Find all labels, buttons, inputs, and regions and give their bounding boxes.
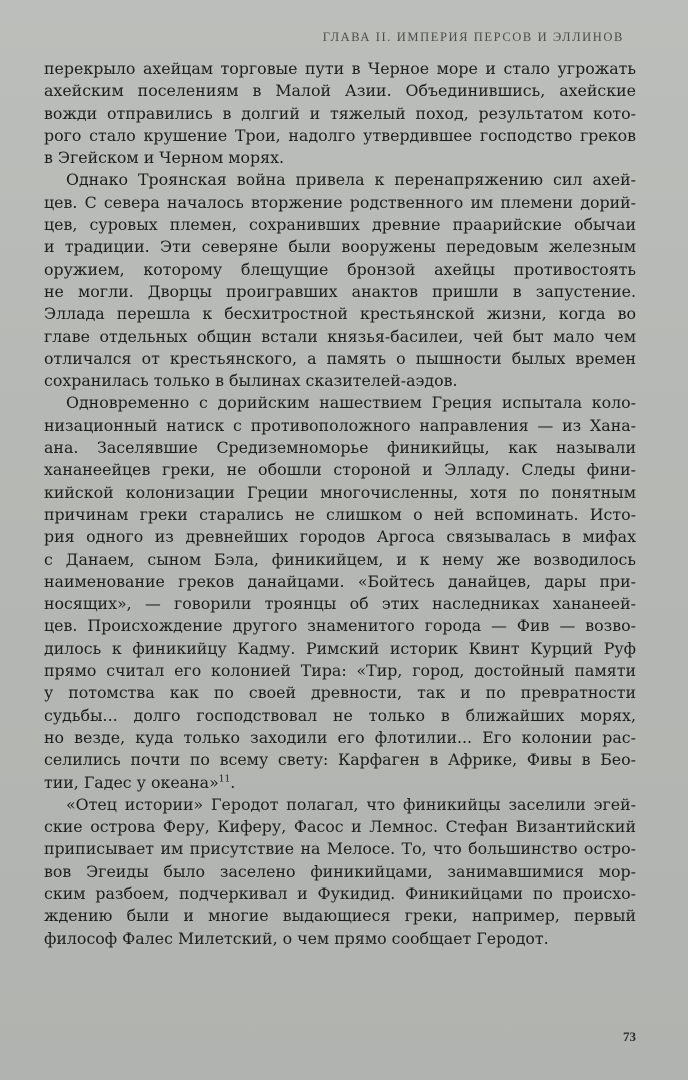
text-line: ахейским поселениям в Малой Азии. Объединившись, ахейские [44, 81, 636, 101]
text-line: Эллада перешла к бесхитростной крестьянской жизни, когда во [44, 304, 636, 324]
text-line: низационный натиск с противоположного направления — из Хана- [44, 415, 636, 435]
text-line-with-footnote [44, 772, 636, 794]
text-line: тии, Гадес у океана» [44, 772, 219, 792]
paragraph [44, 392, 636, 793]
paragraph [44, 794, 636, 950]
text-line: «Отец истории» Геродот полагал, что финикийцы заселили эгей- [66, 794, 636, 814]
text-line: носящих», — говорили троянцы об этих наследниках хананеей- [44, 594, 636, 614]
paragraph [44, 169, 636, 392]
text-line: рого стало крушение Трои, надолго утвердившее господство греков [44, 125, 636, 145]
text-line: кийской колонизации Греции многочисленны, хотя по понятным [44, 482, 636, 502]
text-line: вожди отправились в долгий и тяжелый поход, результатом кото- [44, 103, 636, 123]
text-line: отличался от крестьянского, а память о пышности былых времен [44, 348, 636, 368]
text-line: наименование греков данайцами. «Бойтесь данайцев, дары при- [44, 571, 636, 591]
text-line: Однако Троянская война привела к перенапряжению сил ахей- [66, 170, 636, 190]
text-line: вов Эгеиды было заселено финикийцами, занимавшимися мор- [44, 861, 636, 881]
sentence-end: . [230, 772, 236, 792]
text-line: хананеейцев греки, не обошли стороной и Элладу. Следы фини- [44, 460, 636, 480]
text-line: главе отдельных общин встали князья-басилеи, чей быт мало чем [44, 326, 636, 346]
text-line: цев. С севера началось вторжение родственного им племени дорий- [44, 192, 636, 212]
text-line: цев, суровых племен, сохранивших древние праарийские обычаи [44, 215, 636, 235]
text-line: селились почти по всему свету: Карфаген в Африке, Фивы в Бео- [44, 750, 636, 770]
text-line: Одновременно с дорийским нашествием Греция испытала коло- [66, 393, 636, 413]
text-line: не могли. Дворцы проигравших анактов пришли в запустение. [44, 281, 636, 301]
text-line: но везде, куда только заходили его флотилии... Его колонии рас- [44, 727, 636, 747]
text-line: прямо считал его колонией Тира: «Тир, город, достойный памяти [44, 661, 636, 681]
text-line: причинам греки старались не слишком о ней вспоминать. Исто- [44, 504, 636, 524]
text-line: ские острова Феру, Киферу, Фасос и Лемнос. Стефан Византийский [44, 817, 636, 837]
text-line: ана. Заселявшие Средиземноморье финикийцы, как называли [44, 438, 636, 458]
text-line: рия одного из древнейших городов Аргоса связывалась в мифах [44, 527, 636, 547]
text-line: философ Фалес Милетский, о чем прямо сообщает Геродот. [44, 928, 549, 948]
text-line: цев. Происхождение другого знаменитого города — Фив — возво- [44, 616, 636, 636]
paragraph [44, 58, 636, 169]
text-line: сохранилась только в былинах сказителей-аэдов. [44, 371, 458, 391]
text-line: у потомства как по своей древности, так и по превратности [44, 683, 636, 703]
text-line: в Эгейском и Черном морях. [44, 148, 285, 168]
footnote-reference[interactable]: 11 [218, 774, 231, 785]
text-line: с Данаем, сыном Бэла, финикийцем, и к нему же возводилось [44, 549, 636, 569]
text-line: приписывает им присутствие на Мелосе. То, что большинство остро- [44, 839, 636, 859]
page-number: 73 [623, 1029, 636, 1044]
text-line: оружием, которому блещущие бронзой ахейцы противостоять [44, 259, 636, 279]
text-line: и традиции. Эти северяне были вооружены передовым железным [44, 237, 636, 257]
body-text [44, 58, 636, 950]
text-line: дилось к финикийцу Кадму. Римский историк Квинт Курций Руф [44, 638, 636, 658]
text-line: перекрыло ахейцам торговые пути в Черное море и стало угрожать [44, 59, 636, 78]
text-line: судьбы... долго господствовал не только в ближайших морях, [44, 705, 636, 725]
running-head: ГЛАВА II. ИМПЕРИЯ ПЕРСОВ И ЭЛЛИНОВ [322, 30, 624, 44]
text-line: ским разбоем, подчеркивал и Фукидид. Финикийцами по происхо- [44, 883, 636, 903]
text-line: ждению были и многие выдающиеся греки, например, первый [44, 906, 636, 926]
